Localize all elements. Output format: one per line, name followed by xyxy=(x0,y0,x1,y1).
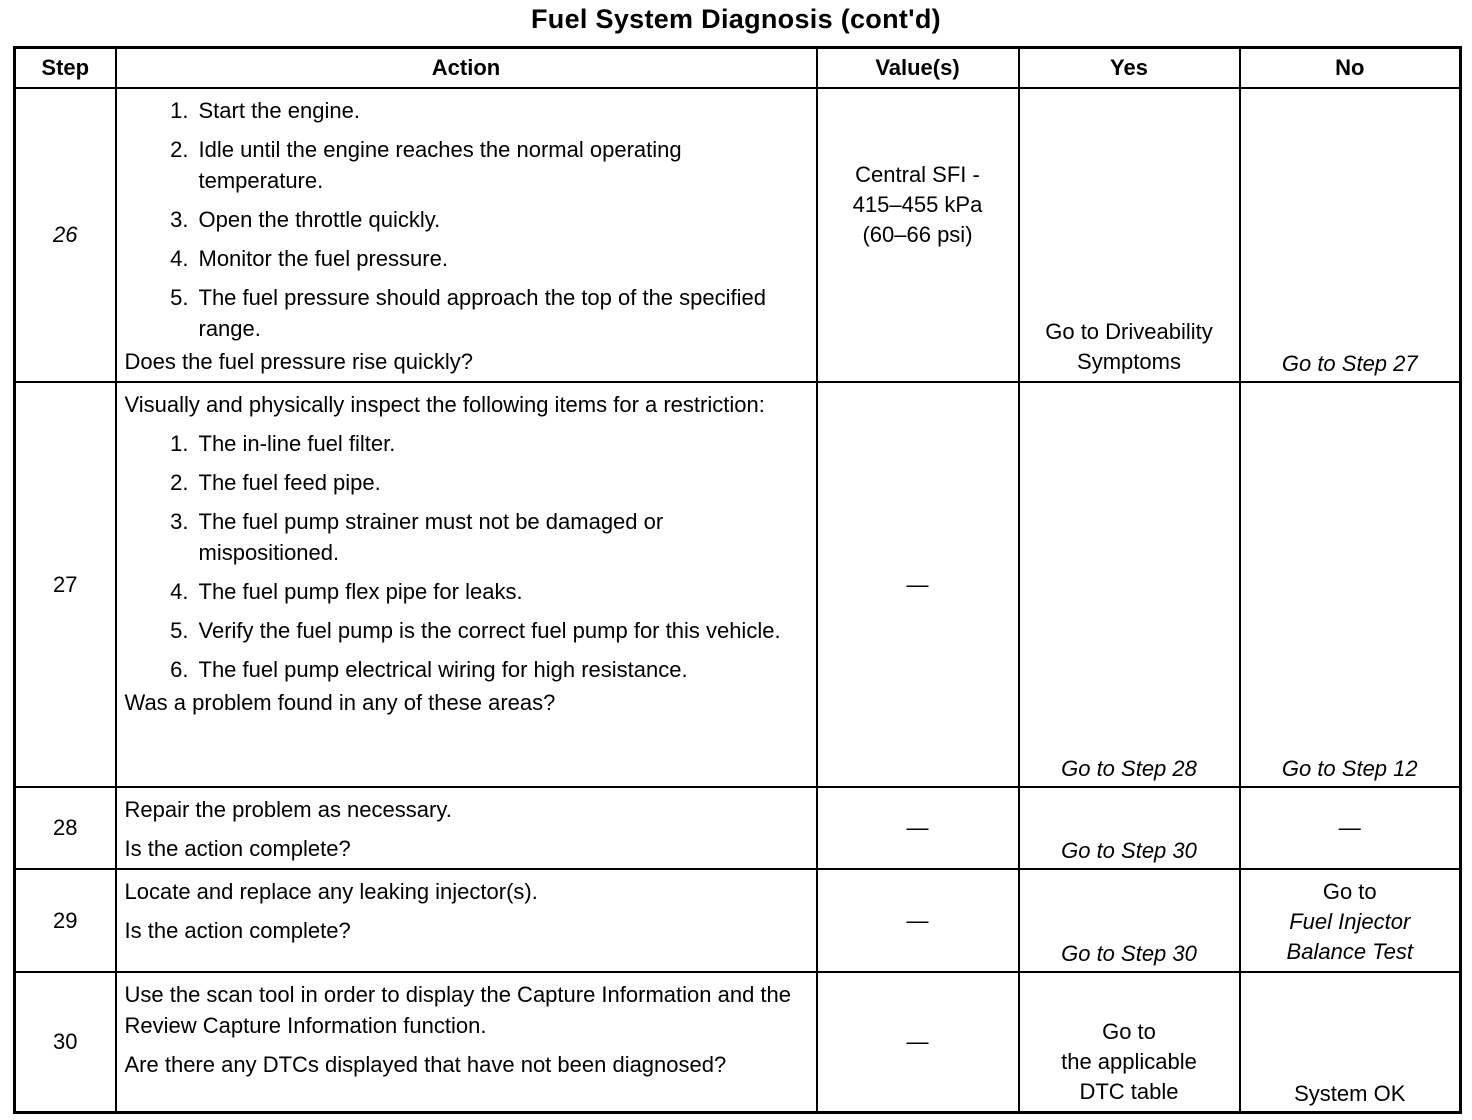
value-line: (60–66 psi) xyxy=(862,222,973,247)
item-number: 1. xyxy=(170,98,189,123)
step-number: 26 xyxy=(15,88,116,382)
page-title: Fuel System Diagnosis (cont'd) xyxy=(531,4,941,34)
yes-line: DTC table xyxy=(1079,1078,1179,1104)
step-number: 28 xyxy=(15,787,116,869)
header-no: No xyxy=(1240,48,1461,89)
action-cell xyxy=(116,382,817,787)
item-text: The fuel pump strainer must not be damaged or mispositioned. xyxy=(198,509,664,565)
table-row xyxy=(15,88,1461,382)
no-cell: Go to Step 27 xyxy=(1240,88,1461,382)
list-item xyxy=(125,654,808,685)
header-row xyxy=(15,48,1461,89)
yes-cell: Go to Step 30 xyxy=(1019,787,1240,869)
question-text: Are there any DTCs displayed that have not been diagnosed? xyxy=(124,1052,727,1077)
action-cell xyxy=(116,787,817,869)
table-row xyxy=(15,787,1461,869)
value-cell: — xyxy=(817,382,1019,787)
yes-cell: Go to Step 28 xyxy=(1019,382,1240,787)
yes-line: the applicable xyxy=(1061,1048,1197,1074)
item-number: 4. xyxy=(170,246,189,271)
list-item xyxy=(125,576,808,607)
value-cell xyxy=(817,88,1019,382)
list-item xyxy=(125,467,808,498)
item-text: Open the throttle quickly. xyxy=(198,207,441,232)
item-text: The fuel feed pipe. xyxy=(198,470,381,495)
value-line: Central SFI - xyxy=(855,162,980,187)
item-number: 1. xyxy=(170,431,189,456)
step-number: 30 xyxy=(15,972,116,1112)
intro-text: Repair the problem as necessary. xyxy=(124,797,452,822)
list-item xyxy=(125,95,808,126)
no-cell: Go to Step 12 xyxy=(1240,382,1461,787)
intro-text: Visually and physically inspect the following items for a restriction: xyxy=(124,392,765,417)
list-item xyxy=(125,282,808,344)
item-text: Monitor the fuel pressure. xyxy=(198,246,448,271)
item-text: The fuel pump flex pipe for leaks. xyxy=(198,579,523,604)
step-number: 27 xyxy=(15,382,116,787)
item-text: The fuel pump electrical wiring for high resistance. xyxy=(198,657,688,682)
item-text: Start the engine. xyxy=(198,98,360,123)
no-cell: — xyxy=(1240,787,1461,869)
item-number: 6. xyxy=(170,657,189,682)
item-number: 3. xyxy=(170,509,189,534)
item-number: 5. xyxy=(170,618,189,643)
question-text: Was a problem found in any of these areas? xyxy=(124,690,556,715)
item-number: 2. xyxy=(170,470,189,495)
table-row xyxy=(15,382,1461,787)
yes-cell xyxy=(1019,972,1240,1112)
table-row xyxy=(15,869,1461,972)
value-cell: — xyxy=(817,787,1019,869)
action-cell xyxy=(116,88,817,382)
diagnosis-table xyxy=(13,46,1462,1114)
item-number: 2. xyxy=(170,137,189,162)
no-cell xyxy=(1240,869,1461,972)
list-item xyxy=(125,204,808,235)
list-item xyxy=(125,506,808,568)
value-cell: — xyxy=(817,972,1019,1112)
item-text: Verify the fuel pump is the correct fuel pump for this vehicle. xyxy=(198,618,781,643)
question-text: Does the fuel pressure rise quickly? xyxy=(124,349,473,374)
intro-text: Locate and replace any leaking injector(s). xyxy=(124,879,538,904)
intro-text: Use the scan tool in order to display the Capture Information and the Review Capture Information function. xyxy=(124,982,791,1038)
item-text: Idle until the engine reaches the normal operating temperature. xyxy=(198,137,682,193)
value-line: 415–455 kPa xyxy=(852,192,983,217)
yes-line: Go to Driveability xyxy=(1045,319,1213,344)
action-cell xyxy=(116,972,817,1112)
yes-cell xyxy=(1019,88,1240,382)
header-values: Value(s) xyxy=(817,48,1019,89)
header-action: Action xyxy=(116,48,817,89)
no-line: Fuel Injector xyxy=(1289,909,1411,934)
item-number: 5. xyxy=(170,285,189,310)
question-text: Is the action complete? xyxy=(124,836,351,861)
item-number: 4. xyxy=(170,579,189,604)
yes-cell: Go to Step 30 xyxy=(1019,869,1240,972)
list-item xyxy=(125,134,808,196)
item-number: 3. xyxy=(170,207,189,232)
no-cell: System OK xyxy=(1240,972,1461,1112)
no-line: Balance Test xyxy=(1286,939,1413,964)
value-cell: — xyxy=(817,869,1019,972)
yes-line: Symptoms xyxy=(1077,349,1181,374)
item-text: The fuel pressure should approach the top of the specified range. xyxy=(198,285,766,341)
yes-line: Go to xyxy=(1102,1018,1156,1044)
list-item xyxy=(125,615,808,646)
header-step: Step xyxy=(15,48,116,89)
header-yes: Yes xyxy=(1019,48,1240,89)
step-number: 29 xyxy=(15,869,116,972)
table-row xyxy=(15,972,1461,1112)
no-line: Go to xyxy=(1322,879,1377,904)
action-cell xyxy=(116,869,817,972)
list-item xyxy=(125,428,808,459)
list-item xyxy=(125,243,808,274)
item-text: The in-line fuel filter. xyxy=(198,431,396,456)
question-text: Is the action complete? xyxy=(124,918,351,943)
